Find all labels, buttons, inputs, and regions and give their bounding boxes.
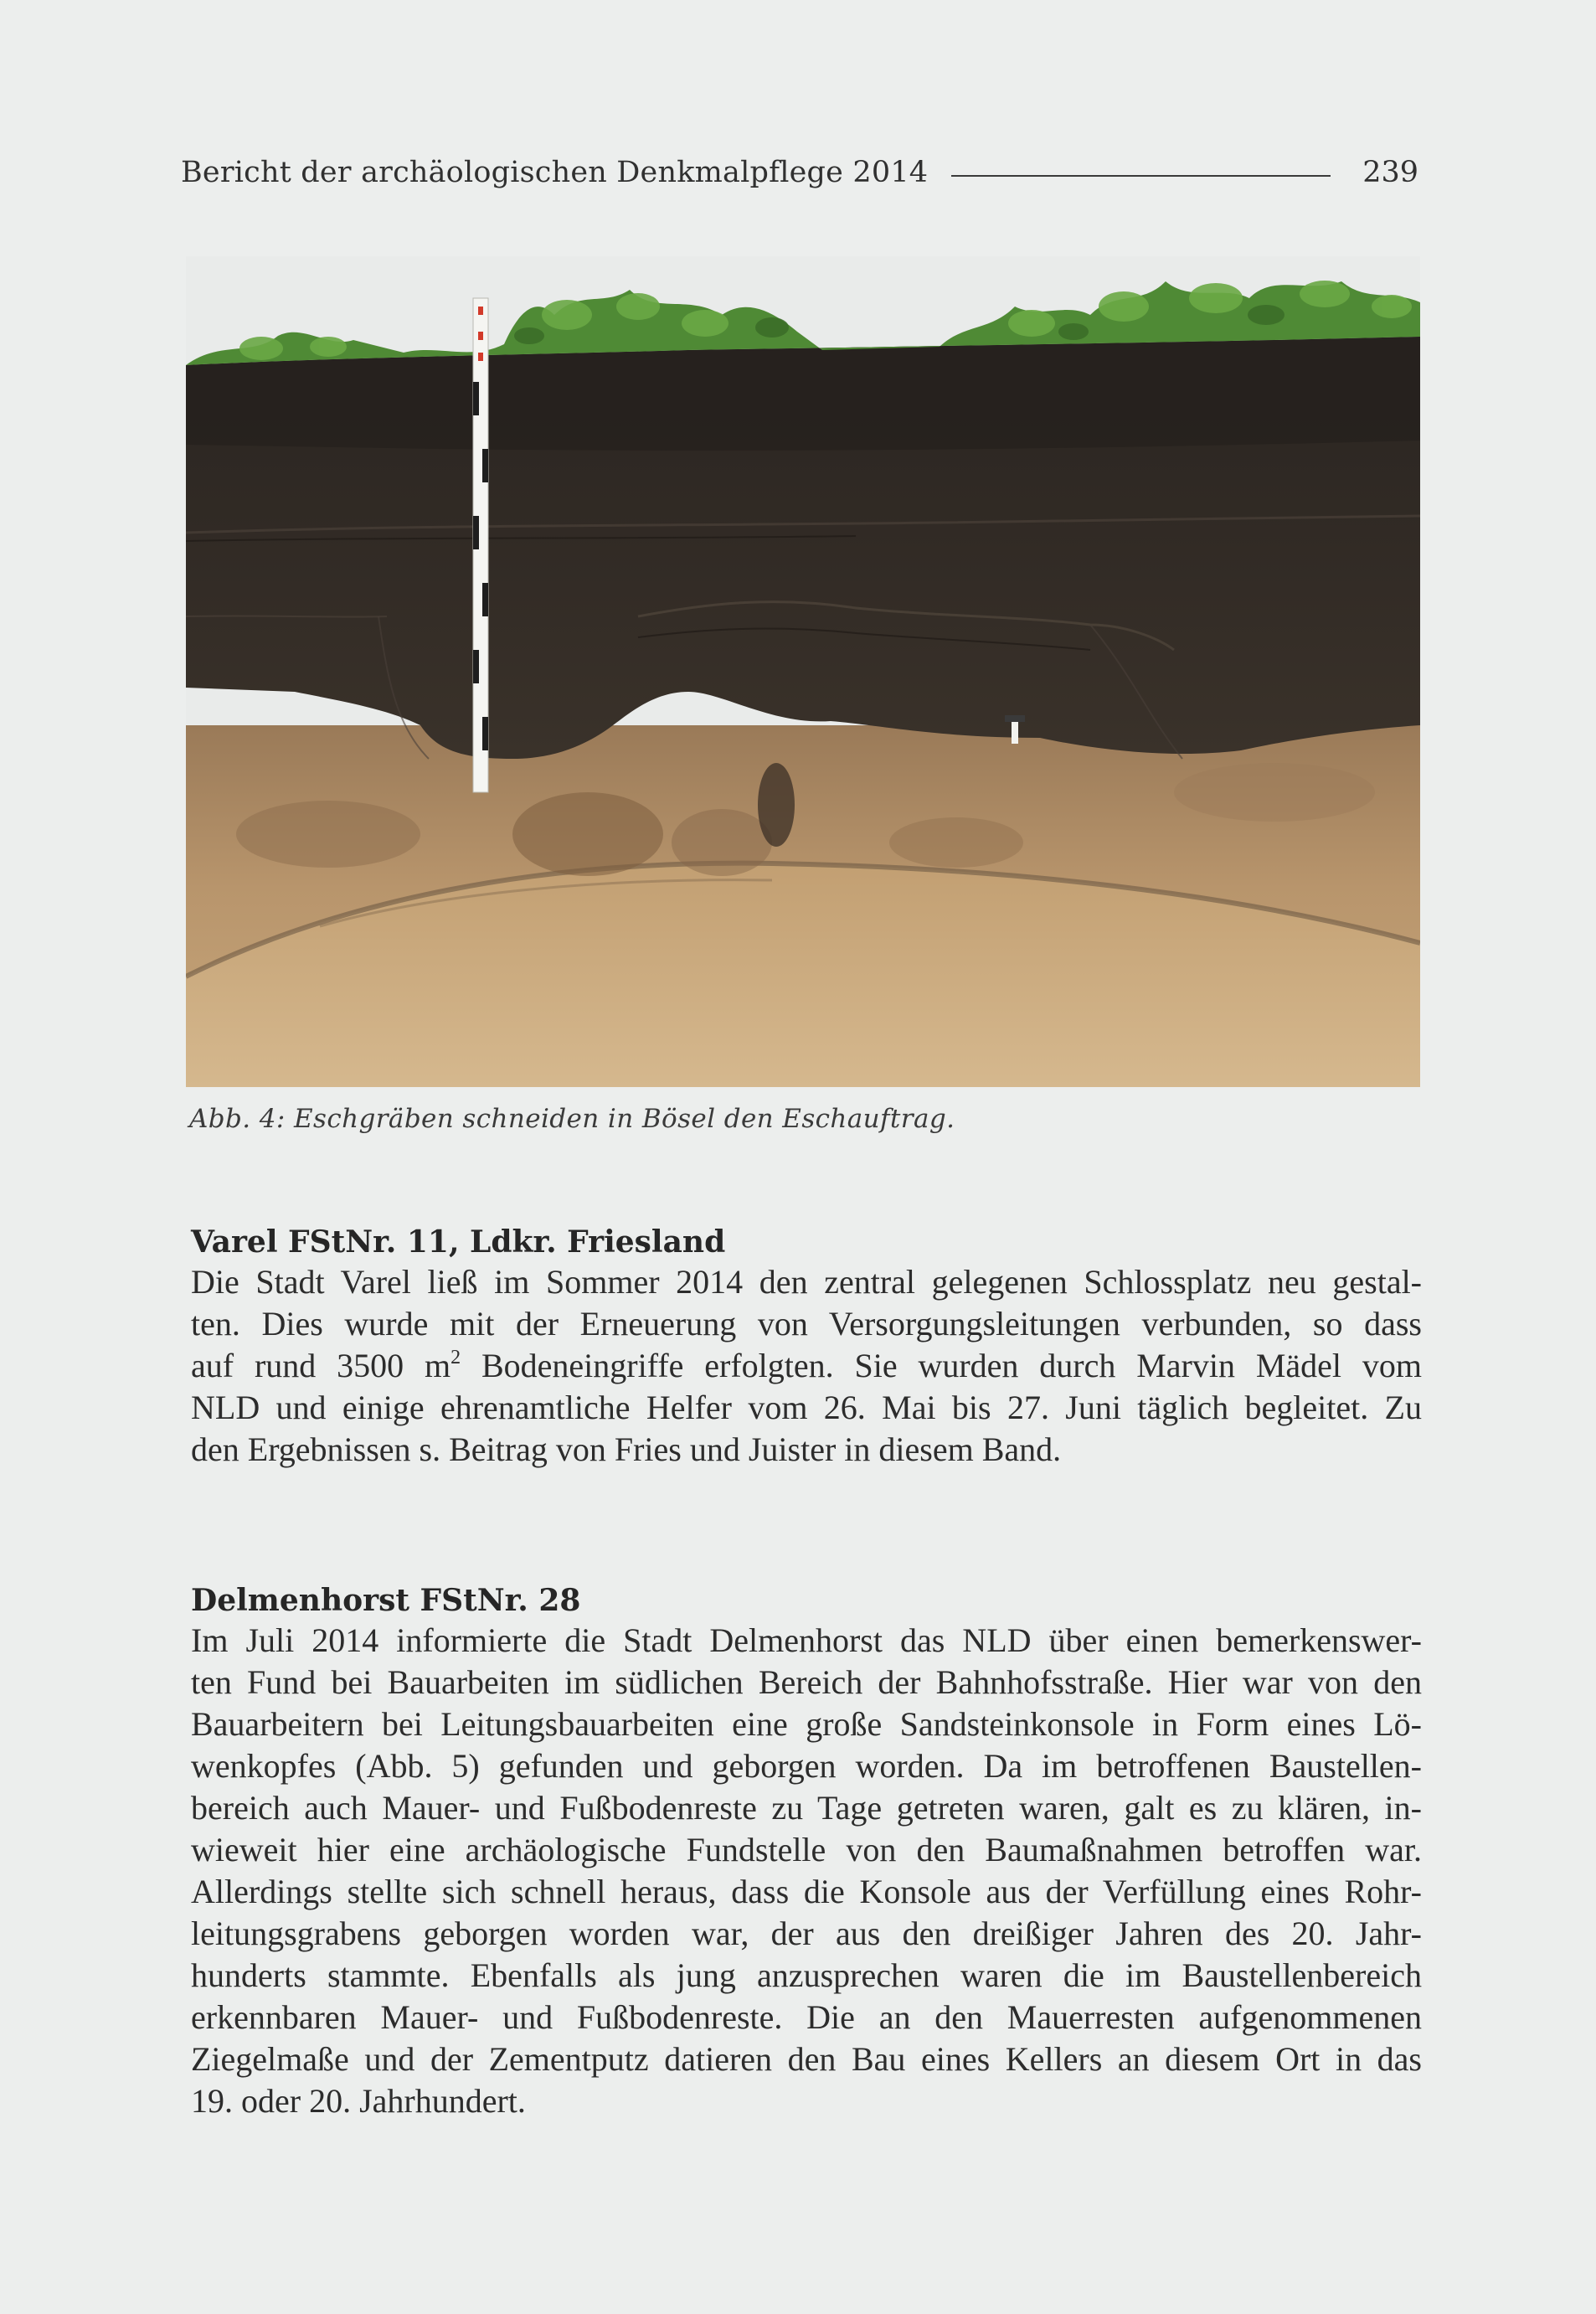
- soil-profile-photo-icon: [186, 256, 1420, 1087]
- text-line: hunderts stammte. Ebenfalls als jung anzusprechen waren die im Baustellenbereich: [191, 1956, 1422, 1994]
- section-delmenhorst: [191, 1581, 1422, 2122]
- area-exponent: 2: [450, 1346, 461, 1368]
- section-heading: Varel FStNr. 11, Ldkr. Friesland: [191, 1224, 726, 1260]
- text-line: leitungsgrabens geborgen worden war, der aus den dreißiger Jahren des 20. Jahr-: [191, 1915, 1422, 1952]
- text-line: wieweit hier eine archäologische Fundstelle von den Baumaßnahmen betroffen war.: [191, 1831, 1422, 1868]
- text-line: bereich auch Mauer- und Fußbodenreste zu Tage getreten waren, galt es zu klären, in-: [191, 1789, 1422, 1827]
- text-line: den Ergebnissen s. Beitrag von Fries und Juister in diesem Band.: [191, 1430, 1062, 1468]
- area-prefix: auf rund 3500 m: [191, 1347, 451, 1384]
- section-varel: [191, 1223, 1422, 1471]
- section-heading: Delmenhorst FStNr. 28: [191, 1583, 581, 1618]
- text-line: Die Stadt Varel ließ im Sommer 2014 den zentral gelegenen Schlossplatz neu gestal-: [191, 1263, 1422, 1301]
- section-body: [191, 1261, 1422, 1471]
- text-line: 19. oder 20. Jahrhundert.: [191, 2082, 526, 2120]
- text-line: [191, 1345, 1422, 1387]
- text-line: Im Juli 2014 informierte die Stadt Delmenhorst das NLD über einen bemerkenswer-: [191, 1621, 1422, 1659]
- text-line: Ziegelmaße und der Zementputz datieren den Bau eines Kellers an diesem Ort in das: [191, 2040, 1422, 2078]
- text-line-rest: Bodeneingriffe erfolgten. Sie wurden durch Marvin Mädel vom: [481, 1347, 1423, 1384]
- text-line: Bauarbeitern bei Leitungsbauarbeiten eine große Sandsteinkonsole in Form eines Lö-: [191, 1705, 1422, 1743]
- running-title: Bericht der archäologischen Denkmalpflege 2014: [181, 156, 929, 189]
- text-line: ten. Dies wurde mit der Erneuerung von Versorgungsleitungen verbunden, so dass: [191, 1305, 1422, 1343]
- figure-soil-profile: [186, 256, 1420, 1087]
- text-line: NLD und einige ehrenamtliche Helfer vom 26. Mai bis 27. Juni täglich begleitet. Zu: [191, 1389, 1422, 1426]
- section-body: [191, 1620, 1422, 2122]
- text-line: wenkopfes (Abb. 5) gefunden und geborgen worden. Da im betroffenen Baustellen-: [191, 1747, 1422, 1785]
- figure-caption: Abb. 4: Eschgräben schneiden in Bösel den Eschauftrag.: [189, 1104, 955, 1134]
- text-line: ten Fund bei Bauarbeiten im südlichen Bereich der Bahnhofsstraße. Hier war von den: [191, 1663, 1422, 1701]
- page-number: 239: [1362, 156, 1418, 189]
- header-rule: [951, 175, 1331, 177]
- text-line: erkennbaren Mauer- und Fußbodenreste. Die an den Mauerresten aufgenommenen: [191, 1998, 1422, 2036]
- running-header: [181, 149, 1418, 196]
- text-line: Allerdings stellte sich schnell heraus, dass die Konsole aus der Verfüllung eines Rohr-: [191, 1873, 1422, 1910]
